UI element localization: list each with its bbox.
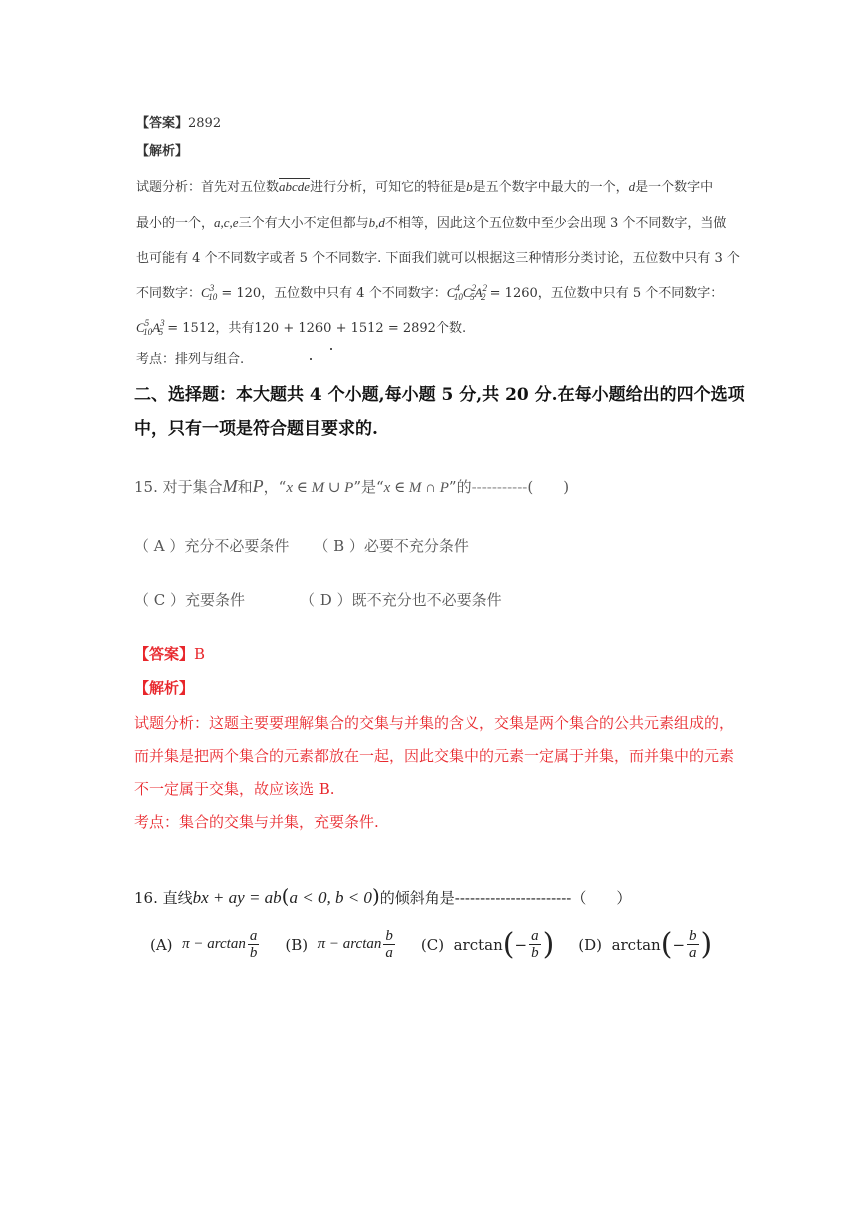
option-label: (A)	[150, 935, 173, 954]
line-equation: bx + ay = ab	[192, 888, 282, 907]
intersection-expression: x ∈ M ∩ P	[383, 480, 449, 496]
option-b	[285, 928, 397, 961]
text: 16. 直线	[134, 889, 193, 907]
vars-ace: a,c,e	[214, 215, 239, 230]
fraction	[529, 928, 541, 961]
stray-dot	[330, 348, 332, 350]
option-expr: π − arctan	[317, 936, 382, 952]
q14-analysis-line-3: 也可能有 4 个不同数字或者 5 个不同数字. 下面我们就可以根据这三种情形分类讨论，五位数中只有 3 个	[136, 251, 740, 266]
union-expression: x ∈ M ∪ P	[286, 480, 354, 496]
option-d: (D) arctan ( − $\frac{b}{a}$ )	[578, 926, 713, 962]
text: ，“	[263, 478, 287, 496]
denominator: a	[689, 945, 697, 961]
text: ”的	[448, 478, 472, 496]
denominator: a	[385, 945, 393, 961]
option-label: (B)	[285, 935, 309, 954]
q14-answer-line	[136, 112, 221, 131]
option-label: (C)	[420, 935, 445, 954]
section-heading-line-1: 二、选择题：本大题共 4 个小题,每小题 5 分,共 20 分.在每小题给出的四个选项	[134, 385, 745, 405]
option-c: （ C ）充要条件	[134, 591, 246, 609]
text: 和	[237, 478, 253, 496]
text: 进行分析，可知它的特征是	[310, 180, 467, 195]
option-label: (D)	[578, 935, 603, 954]
q15-analysis-line-1: 试题分析：这题主要要理解集合的交集与并集的含义，交集是两个集合的公共元素组成的，	[134, 714, 735, 732]
text: 不相等，因此这个五位数中至少会出现 3 个不同数字，当做	[384, 216, 727, 231]
formula-result: = 1512	[167, 321, 216, 336]
dash-fill: -----------------------	[454, 889, 572, 907]
text: ，共有	[215, 321, 255, 336]
text: 不同数字：	[136, 286, 202, 301]
numerator: b	[689, 928, 697, 944]
text: 最小的一个，	[136, 216, 215, 231]
text: 15. 对于集合	[134, 478, 223, 496]
q14-kaodian: 考点：排列与组合.	[136, 352, 245, 367]
q15-analysis-line-3: 不一定属于交集，故应该选 B.	[134, 780, 335, 798]
combination-formula: $C^5_{10}A^3_5$	[136, 318, 165, 337]
denominator: b	[531, 945, 539, 961]
condition: a < 0, b < 0	[289, 888, 372, 907]
text: 试题分析：首先对五位数	[136, 180, 280, 195]
var-b: b	[466, 179, 473, 194]
vars-bd: b,d	[368, 215, 385, 230]
formula-result: = 1260	[489, 286, 538, 301]
option-d: （ D ）既不充分也不必要条件	[300, 591, 502, 609]
q15-options-row-2	[134, 589, 502, 610]
text: 的倾斜角是	[379, 889, 455, 907]
text: 是一个数字中	[635, 180, 714, 195]
q15-kaodian: 考点：集合的交集与并集，充要条件.	[134, 813, 379, 831]
numerator: b	[385, 928, 393, 944]
answer-value: 2892	[188, 116, 222, 131]
analysis-tag: 【解析】	[136, 144, 189, 159]
option-c: (C) arctan ( − $\frac{a}{b}$ )	[420, 926, 555, 962]
fraction	[248, 928, 260, 961]
denominator: b	[249, 945, 258, 961]
text: 个数.	[435, 321, 467, 336]
answer-blank: （ ）	[571, 889, 632, 907]
set-P: P	[252, 476, 264, 496]
answer-value: B	[194, 645, 206, 663]
numerator: a	[249, 928, 258, 944]
option-expr: arctan	[453, 935, 503, 954]
dash-fill: -----------	[471, 478, 528, 496]
fraction	[383, 928, 395, 961]
sum-formula: 120 + 1260 + 1512 = 2892	[254, 321, 436, 336]
answer-tag: 【答案】	[136, 116, 189, 131]
text: 是五个数字中最大的一个，	[472, 180, 629, 195]
q14-analysis-line-5	[136, 317, 466, 337]
q15-answer-line	[134, 643, 205, 664]
section-heading-line-2: 中，只有一项是符合题目要求的.	[134, 419, 378, 439]
var-d: d	[628, 179, 636, 194]
numerator: a	[531, 928, 539, 944]
q14-analysis-line-4	[136, 282, 723, 302]
option-expr: π − arctan	[182, 936, 246, 952]
analysis-tag: 【解析】	[134, 679, 195, 697]
option-a: （ A ）充分不必要条件	[134, 537, 290, 555]
q15-stem	[134, 476, 569, 497]
set-M: M	[222, 476, 238, 496]
text: ，五位数中只有 5 个不同数字：	[537, 286, 724, 301]
combination-formula: $C^4_{10}C^2_5A^2_2$	[446, 283, 488, 302]
q15-options-row-1	[134, 535, 469, 556]
combination-formula: $C^3_{10}$	[201, 283, 218, 302]
text: 三个有大小不定但都与	[238, 216, 369, 231]
formula-result: = 120	[221, 286, 262, 301]
q14-analysis-line-2	[136, 212, 726, 231]
q14-analysis-line-1	[136, 176, 713, 195]
option-b: （ B ）必要不充分条件	[313, 537, 469, 555]
q15-analysis-line-2: 而并集是把两个集合的元素都放在一起，因此交集中的元素一定属于并集，而并集中的元素	[134, 747, 735, 765]
text: ”是“	[353, 478, 384, 496]
text: ，五位数中只有 4 个不同数字：	[261, 286, 447, 301]
five-digit-number: abcde	[279, 179, 311, 194]
option-a	[150, 928, 261, 961]
stray-dot	[310, 358, 312, 360]
answer-blank: ( )	[527, 478, 570, 496]
q16-options	[150, 928, 712, 961]
answer-tag: 【答案】	[134, 645, 195, 663]
fraction	[687, 928, 699, 961]
q16-stem: 16. 直线bx + ay = ab(a < 0, b < 0)的倾斜角是-----------------------（ ）	[134, 884, 632, 908]
option-expr: arctan	[611, 935, 661, 954]
